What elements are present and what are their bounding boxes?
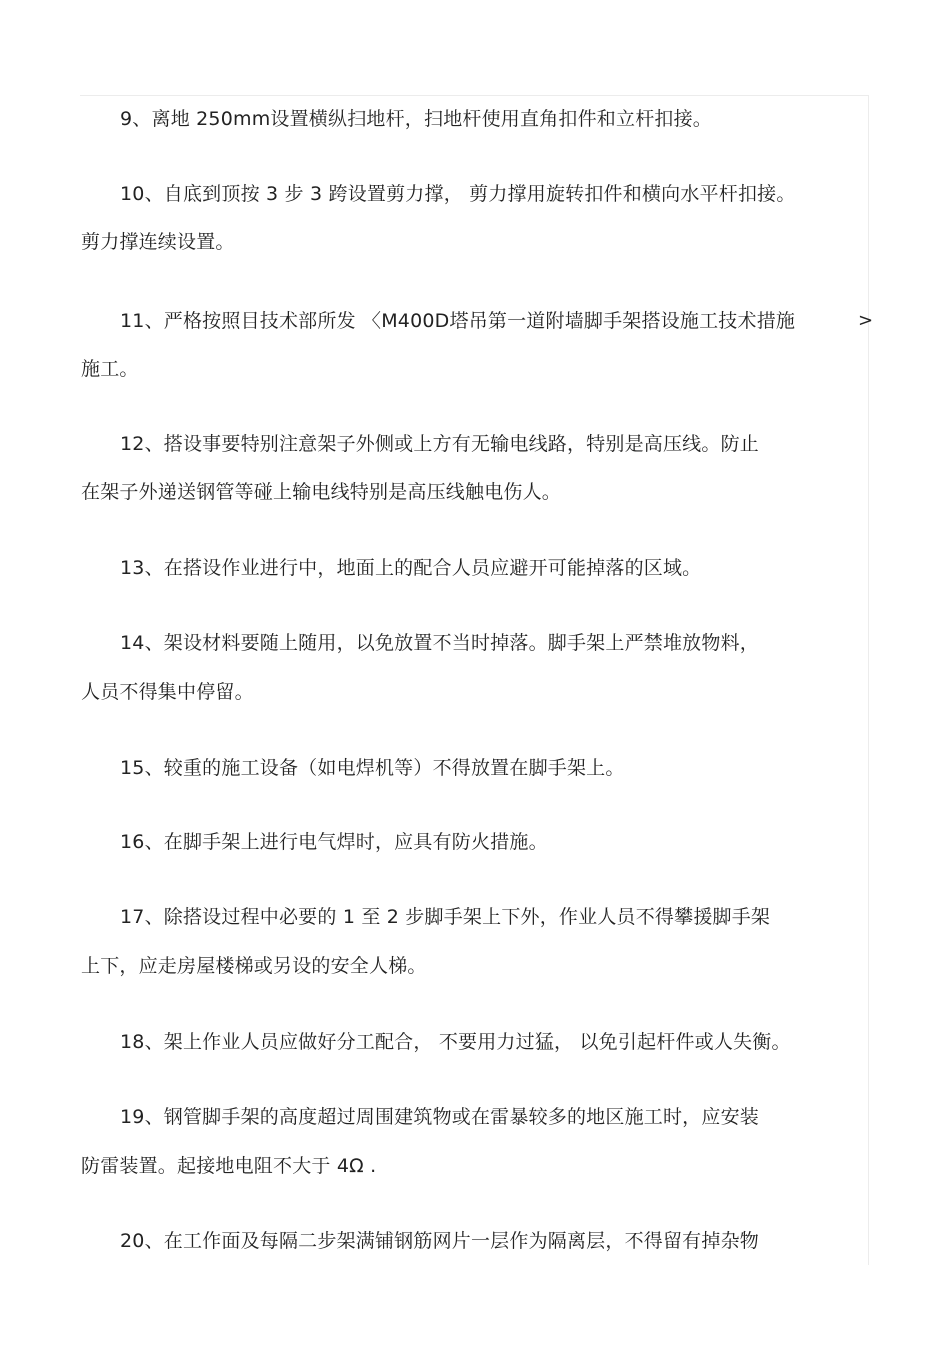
item-13-line-1: 13、在搭设作业进行中，地面上的配合人员应避开可能掉落的区域。	[120, 557, 702, 579]
item-18-line-1: 18、架上作业人员应做好分工配合， 不要用力过猛， 以免引起杆件或人失衡。	[120, 1031, 791, 1053]
item-10-line-2: 剪力撑连续设置。	[81, 231, 235, 253]
item-19-line-2: 防雷装置。起接地电阻不大于 4Ω .	[81, 1155, 377, 1177]
item-9-line-1: 9、离地 250mm设置横纵扫地杆，扫地杆使用直角扣件和立杆扣接。	[120, 108, 713, 130]
item-10-line-1: 10、自底到顶按 3 步 3 跨设置剪力撑， 剪力撑用旋转扣件和横向水平杆扣接。	[120, 183, 796, 205]
item-17-line-1: 17、除搭设过程中必要的 1 至 2 步脚手架上下外，作业人员不得攀援脚手架	[120, 906, 771, 928]
item-14-line-1: 14、架设材料要随上随用，以免放置不当时掉落。脚手架上严禁堆放物料，	[120, 632, 759, 654]
item-14-line-2: 人员不得集中停留。	[81, 681, 254, 703]
item-19-line-1: 19、钢管脚手架的高度超过周围建筑物或在雷暴较多的地区施工时，应安装	[120, 1106, 759, 1128]
item-11-line-1: 11、严格按照目技术部所发 〈M400D塔吊第一道附墙脚手架搭设施工技术措施	[120, 310, 796, 332]
item-15-line-1: 15、较重的施工设备（如电焊机等）不得放置在脚手架上。	[120, 757, 625, 779]
item-12-line-2: 在架子外递送钢管等碰上输电线特别是高压线触电伤人。	[81, 481, 562, 503]
item-20-line-1: 20、在工作面及每隔二步架满铺钢筋网片一层作为隔离层，不得留有掉杂物	[120, 1230, 759, 1252]
item-17-line-2: 上下，应走房屋楼梯或另设的安全人梯。	[81, 955, 427, 977]
item-12-line-1: 12、搭设事要特别注意架子外侧或上方有无输电线路，特别是高压线。防止	[120, 433, 759, 455]
item-11-trailing-bracket: >	[858, 310, 874, 331]
item-16-line-1: 16、在脚手架上进行电气焊时，应具有防火措施。	[120, 831, 548, 853]
item-11-line-2: 施工。	[81, 358, 139, 380]
